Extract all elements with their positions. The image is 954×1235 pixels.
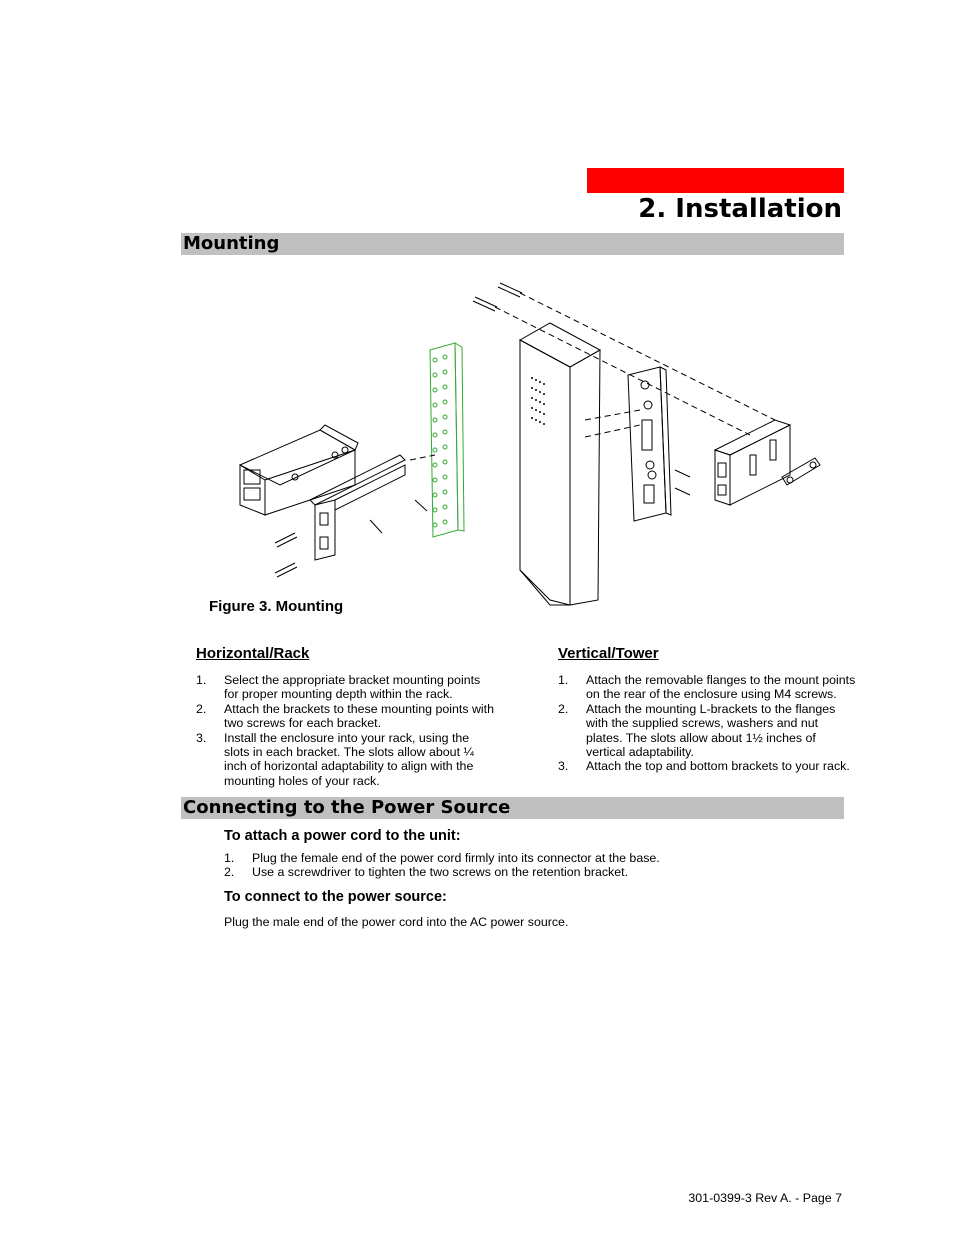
list-item: 2. Attach the mounting L-brackets to the flanges with the supplied screws, washers and nut plates. The slots allow about 1½ inches of vertical adaptability. bbox=[558, 701, 836, 760]
list-item: 1. Attach the removable flanges to the mount points on the rear of the enclosure using M4 screws. bbox=[558, 673, 856, 702]
mounting-figure bbox=[230, 275, 850, 615]
figure-caption: Figure 3. Mounting bbox=[209, 598, 344, 615]
alignment-lines bbox=[410, 293, 775, 460]
section-heading-power: Connecting to the Power Source bbox=[181, 797, 844, 819]
list-item: 2. Attach the brackets to these mounting points with two screws for each bracket. bbox=[196, 701, 494, 731]
list-item: 1. Select the appropriate bracket mounting points for proper mounting depth within the rack. bbox=[196, 673, 481, 702]
vertical-tower-steps bbox=[558, 673, 858, 774]
list-item: 1. Plug the female end of the power cord firmly into its connector at the base. bbox=[224, 851, 660, 865]
attach-cord-steps bbox=[224, 851, 784, 880]
page-footer: 301-0399-3 Rev A. - Page 7 bbox=[688, 1191, 842, 1205]
horizontal-bracket-illustration bbox=[310, 455, 405, 560]
list-item: 3. Install the enclosure into your rack, using the slots in each bracket. The slots allow about ¼ inch of horizontal adaptability to align with the mounting holes of your rack. bbox=[196, 730, 474, 788]
horizontal-rack-heading: Horizontal/Rack bbox=[196, 645, 310, 662]
rack-rail-illustration bbox=[430, 343, 464, 537]
tower-l-bracket-illustration bbox=[715, 420, 820, 505]
list-item: 2. Use a screwdriver to tighten the two screws on the retention bracket. bbox=[224, 865, 629, 880]
horizontal-rack-steps bbox=[196, 673, 496, 788]
horizontal-enclosure-illustration bbox=[240, 425, 358, 515]
tower-flange-illustration bbox=[628, 367, 671, 521]
connect-source-heading: To connect to the power source: bbox=[224, 889, 447, 905]
attach-cord-heading: To attach a power cord to the unit: bbox=[224, 828, 461, 844]
connect-source-text: Plug the male end of the power cord into the AC power source. bbox=[224, 915, 569, 929]
list-item: 3. Attach the top and bottom brackets to your rack. bbox=[558, 759, 850, 774]
tower-enclosure-illustration bbox=[520, 323, 600, 605]
section-heading-mounting: Mounting bbox=[181, 233, 844, 255]
horizontal-screws bbox=[275, 500, 427, 577]
vertical-tower-heading: Vertical/Tower bbox=[558, 645, 659, 662]
chapter-title: 2. Installation bbox=[638, 194, 842, 224]
chapter-accent-bar bbox=[587, 168, 844, 193]
